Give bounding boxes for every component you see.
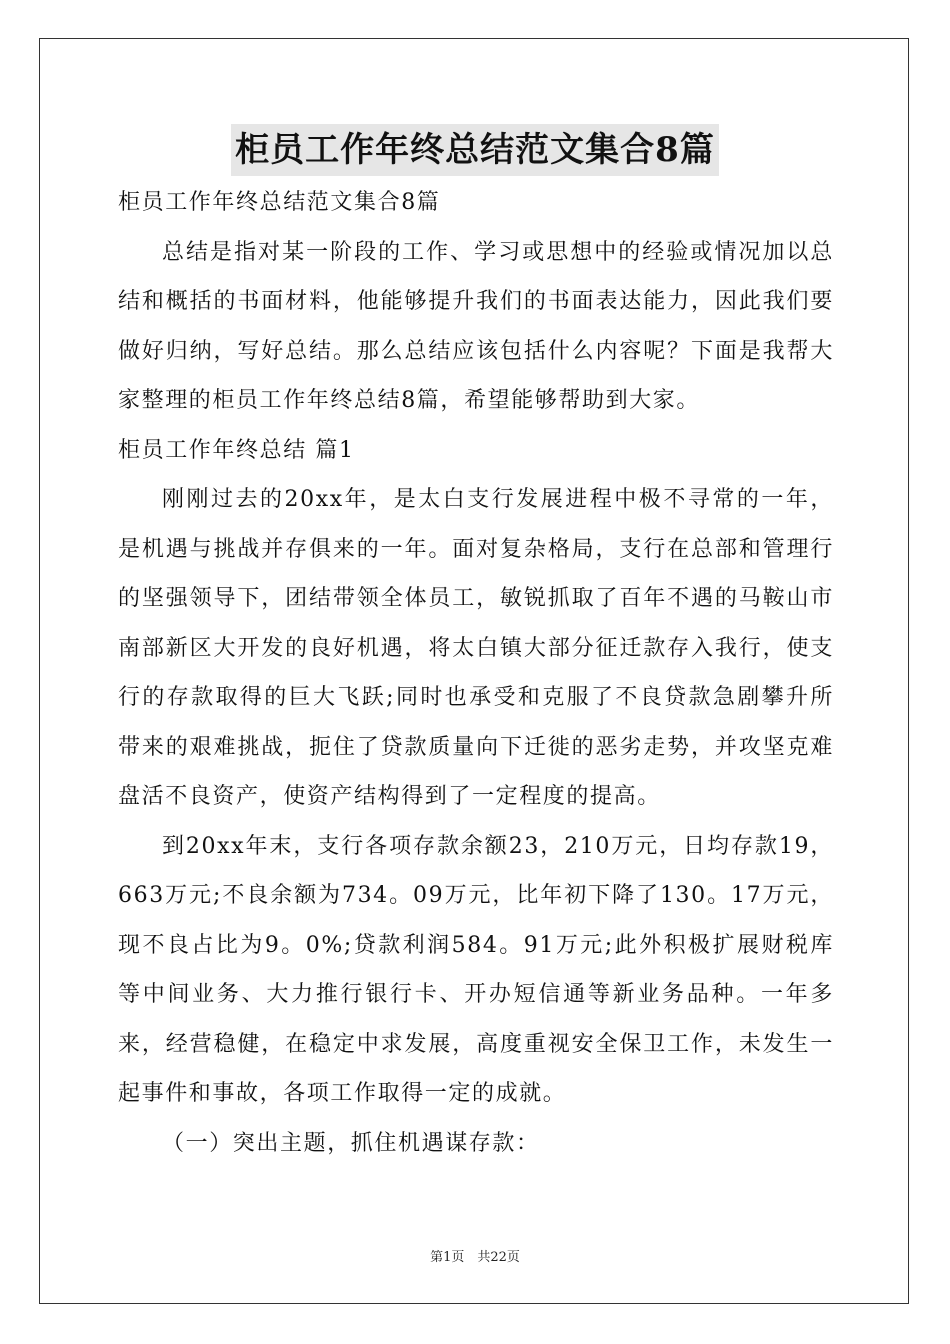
- page-footer: 第1页 共22页: [430, 1250, 520, 1265]
- section-heading: 柜员工作年终总结 篇1: [118, 437, 355, 463]
- body-paragraph-1: 刚刚过去的20xx年，是太白支行发展进程中极不寻常的一年，是机遇与挑战并存俱来的一年。面对复杂格局，支行在总部和管理行的坚强领导下，团结带领全体员工，敏锐抓取了百年不遇的马鞍山市南部新区大开发的良好机遇，将太白镇大部分征迁款存入我行，使支行的存款取得的巨大飞跃;同时也承受和克服了不良贷款急剧攀升所带来的艰难挑战，扼住了贷款质量向下迁徙的恶劣走势，并攻坚克难盘活不良资产，使资产结构得到了一定程度的提高。: [118, 487, 834, 809]
- document-title: 柜员工作年终总结范文集合8篇: [231, 124, 719, 176]
- document-body: [118, 178, 834, 1168]
- body-paragraph-2: 到20xx年末，支行各项存款余额23，210万元，日均存款19，663万元;不良余额为734。09万元，比年初下降了130。17万元，现不良占比为9。0%;贷款利润584。91万元;此外积极扩展财税库等中间业务、大力推行银行卡、开办短信通等新业务品种。一年多来，经营稳健，在稳定中求发展，高度重视安全保卫工作，未发生一起事件和事故，各项工作取得一定的成就。: [118, 833, 834, 1106]
- title-block: [0, 124, 950, 176]
- subsection-heading: （一）突出主题，抓住机遇谋存款：: [162, 1130, 540, 1156]
- subtitle-line: 柜员工作年终总结范文集合8篇: [118, 190, 441, 215]
- intro-paragraph: 总结是指对某一阶段的工作、学习或思想中的经验或情况加以总结和概括的书面材料，他能够提升我们的书面表达能力，因此我们要做好归纳，写好总结。那么总结应该包括什么内容呢？下面是我帮大家整理的柜员工作年终总结8篇，希望能够帮助到大家。: [118, 239, 834, 413]
